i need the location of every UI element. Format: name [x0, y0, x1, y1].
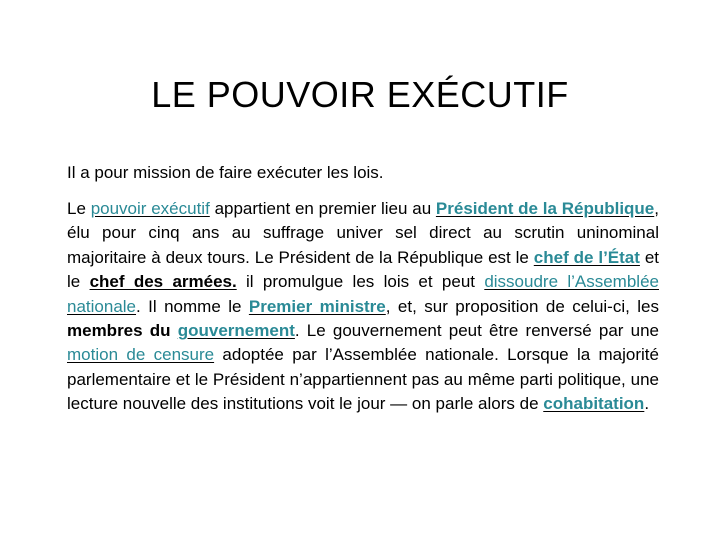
- link-cohabitation[interactable]: cohabitation: [543, 394, 645, 414]
- text-segment: , et, sur proposition de celui-ci, les: [385, 296, 659, 316]
- link-chef-etat[interactable]: chef de l’État: [533, 247, 640, 267]
- link-dissoudre-assemblee[interactable]: dissoudre l’Assemblée nationale: [67, 272, 659, 316]
- text-membres: membres du: [67, 321, 178, 341]
- text-segment: . Il nomme le: [136, 296, 249, 316]
- link-motion-censure[interactable]: motion de censure: [67, 345, 215, 365]
- link-premier-ministre[interactable]: Premier ministre: [248, 296, 386, 316]
- link-president-republique[interactable]: Président de la République: [435, 199, 655, 218]
- link-chef-armees[interactable]: chef des armées.: [89, 272, 237, 292]
- text-segment: Le: [67, 199, 91, 218]
- text-segment: . Le gouvernement peut être renversé par une: [294, 321, 659, 341]
- text-segment: il promulgue les lois et peut: [236, 272, 485, 292]
- text-segment: adoptée par l’Assemblée nationale. Lorsque la majorité parlementaire et le Président n’appartiennent pas au même parti politique, une lecture nouvelle des institutions voit le jour — on parle alors de: [67, 345, 659, 414]
- link-gouvernement[interactable]: gouvernement: [177, 321, 295, 341]
- slide-title: LE POUVOIR EXÉCUTIF: [151, 74, 569, 115]
- intro-text: Il a pour mission de faire exécuter les lois.: [67, 163, 384, 182]
- text-segment: .: [644, 394, 650, 414]
- body-paragraph: [67, 197, 659, 417]
- text-segment: , élu pour cinq ans au suffrage univer sel direct au scrutin uninominal majoritaire à deux tours. Le Président de la République est le: [67, 199, 659, 267]
- text-segment: et le: [67, 247, 659, 292]
- text-segment: appartient en premier lieu au: [209, 199, 436, 218]
- link-pouvoir-executif[interactable]: pouvoir exécutif: [90, 199, 210, 218]
